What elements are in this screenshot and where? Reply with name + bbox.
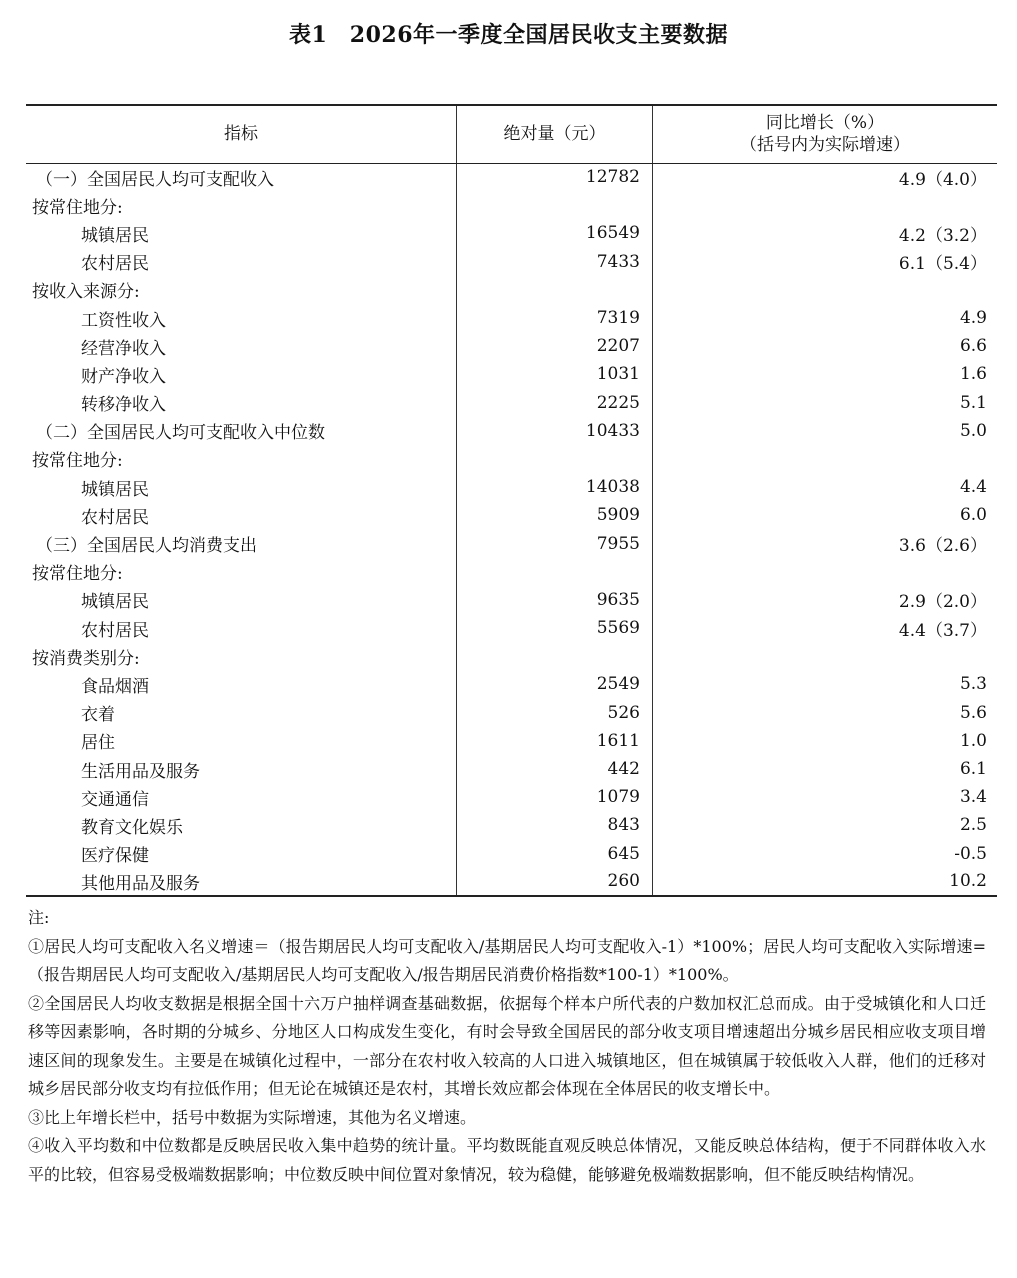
row-label: 教育文化娱乐 [26, 811, 457, 839]
row-label: 工资性收入 [26, 304, 457, 332]
row-growth: 2.5 [959, 815, 987, 836]
table-row [26, 755, 997, 783]
table-row [26, 163, 997, 191]
row-label: 城镇居民 [26, 473, 457, 501]
row-value: 2225 [457, 389, 653, 417]
note-3: ③比上年增长栏中，括号中数据为实际增速，其他为名义增速。 [28, 1107, 477, 1127]
row-value: 442 [457, 755, 653, 783]
row-growth: 3.4 [959, 787, 987, 808]
row-label: 经营净收入 [26, 332, 457, 360]
row-growth: 4.4（3.7） [898, 620, 987, 641]
row-value: 526 [457, 699, 653, 727]
table-title: 表1 2026年一季度全国居民收支主要数据 [288, 22, 729, 48]
table-row [26, 868, 997, 896]
row-label: 城镇居民 [26, 586, 457, 614]
row-value: 2207 [457, 332, 653, 360]
row-value: 843 [457, 811, 653, 839]
row-value: 5909 [457, 501, 653, 529]
row-value: 7955 [457, 529, 653, 557]
row-label: 居住 [26, 727, 457, 755]
table-row [26, 699, 997, 727]
row-value [457, 191, 653, 219]
row-growth: 4.2（3.2） [898, 225, 987, 246]
row-value: 260 [457, 868, 653, 896]
table-row [26, 360, 997, 388]
note-4: ④收入平均数和中位数都是反映居民收入集中趋势的统计量。平均数既能直观反映总体情况，又能反映总体结构，便于不同群体收入水平的比较，但容易受极端数据影响；中位数反映中间位置对象情况，较为稳健，能够避免极端数据影响，但不能反映结构情况。 [28, 1136, 986, 1184]
row-growth: -0.5 [954, 843, 987, 864]
row-growth: 6.1 [959, 759, 987, 780]
row-value: 645 [457, 840, 653, 868]
row-growth: 6.0 [959, 505, 987, 526]
row-growth: 2.9（2.0） [898, 592, 987, 613]
row-label: 农村居民 [26, 248, 457, 276]
table-row [26, 642, 997, 670]
table-row [26, 614, 997, 642]
header-absolute-value: 绝对量（元） [457, 105, 653, 163]
table-row [26, 389, 997, 417]
row-value: 1031 [457, 360, 653, 388]
row-label: （三）全国居民人均消费支出 [26, 529, 457, 557]
row-growth: 1.0 [959, 730, 987, 751]
row-growth: 6.1（5.4） [898, 254, 987, 275]
row-growth [653, 276, 998, 304]
row-label: （二）全国居民人均可支配收入中位数 [26, 417, 457, 445]
row-value [457, 445, 653, 473]
row-label: 交通通信 [26, 783, 457, 811]
row-growth [653, 642, 998, 670]
header-indicator: 指标 [26, 105, 457, 163]
table-row [26, 783, 997, 811]
row-growth: 10.2 [653, 868, 998, 896]
row-label: 按常住地分: [26, 445, 457, 473]
table-row [26, 586, 997, 614]
row-value: 16549 [457, 219, 653, 247]
row-label: 按收入来源分: [26, 276, 457, 304]
table-row [26, 248, 997, 276]
row-label: 生活用品及服务 [26, 755, 457, 783]
table-row [26, 417, 997, 445]
row-growth: 5.1 [959, 392, 987, 413]
row-value: 1079 [457, 783, 653, 811]
header-growth [653, 105, 998, 163]
table-row [26, 445, 997, 473]
row-label: 按常住地分: [26, 558, 457, 586]
row-value: 14038 [457, 473, 653, 501]
table-header-row [26, 105, 997, 163]
notes-heading: 注: [28, 908, 50, 927]
row-growth: 6.6 [959, 336, 987, 357]
row-growth [653, 445, 998, 473]
note-2: ②全国居民人均收支数据是根据全国十六万户抽样调查基础数据，依据每个样本户所代表的户数加权汇总而成。由于受城镇化和人口迁移等因素影响，各时期的分城乡、分地区人口构成发生变化，有时会导致全国居民的部分收支项目增速超出分城乡居民相应收支项目增速区间的现象发生。主要是在城镇化过程中，一部分在农村收入较高的人口进入城镇地区，但在城镇属于较低收入人群，他们的迁移对城乡居民部分收支均有拉低作用；但无论在城镇还是农村，其增长效应都会体现在全体居民的收支增长中。 [28, 993, 986, 1098]
row-value: 5569 [457, 614, 653, 642]
row-growth: 4.9（4.0） [898, 169, 987, 190]
row-label: 其他用品及服务 [26, 868, 457, 896]
row-label: 转移净收入 [26, 389, 457, 417]
row-value: 12782 [457, 163, 653, 191]
header-growth-line1: 同比增长（%） [765, 113, 885, 134]
table-row [26, 558, 997, 586]
table-row [26, 840, 997, 868]
row-growth [653, 558, 998, 586]
row-value: 2549 [457, 670, 653, 698]
data-table-container [26, 104, 989, 897]
table-row [26, 332, 997, 360]
row-label: （一）全国居民人均可支配收入 [26, 163, 457, 191]
row-label: 农村居民 [26, 501, 457, 529]
row-value: 9635 [457, 586, 653, 614]
row-growth: 5.6 [959, 702, 987, 723]
table-row [26, 811, 997, 839]
row-growth: 5.0 [959, 420, 987, 441]
header-growth-line2: （括号内为实际增速） [740, 135, 910, 156]
row-value: 10433 [457, 417, 653, 445]
row-label: 财产净收入 [26, 360, 457, 388]
table-row [26, 473, 997, 501]
data-table [26, 104, 997, 897]
table-row [26, 219, 997, 247]
row-growth: 4.9 [959, 308, 987, 329]
row-label: 食品烟酒 [26, 670, 457, 698]
row-growth: 1.6 [959, 364, 987, 385]
table-row [26, 529, 997, 557]
row-growth: 5.3 [959, 674, 987, 695]
row-label: 农村居民 [26, 614, 457, 642]
row-label: 医疗保健 [26, 840, 457, 868]
table-row [26, 727, 997, 755]
row-label: 城镇居民 [26, 219, 457, 247]
table-body [26, 163, 997, 896]
row-value [457, 642, 653, 670]
row-value: 7433 [457, 248, 653, 276]
row-growth: 3.6（2.6） [898, 536, 987, 557]
table-row [26, 501, 997, 529]
row-value [457, 276, 653, 304]
notes-section [28, 904, 986, 1189]
row-value: 1611 [457, 727, 653, 755]
row-label: 按消费类别分: [26, 642, 457, 670]
table-row [26, 276, 997, 304]
row-label: 衣着 [26, 699, 457, 727]
note-1: ①居民人均可支配收入名义增速＝（报告期居民人均可支配收入/基期居民人均可支配收入-1）*100%；居民人均可支配收入实际增速=（报告期居民人均可支配收入/基期居民人均可支配收入/报告期居民消费价格指数*100-1）*100%。 [28, 936, 986, 984]
row-growth [653, 191, 998, 219]
row-growth: 4.4 [959, 477, 987, 498]
row-value [457, 558, 653, 586]
table-row [26, 670, 997, 698]
table-row [26, 304, 997, 332]
table-row [26, 191, 997, 219]
row-value: 7319 [457, 304, 653, 332]
row-label: 按常住地分: [26, 191, 457, 219]
